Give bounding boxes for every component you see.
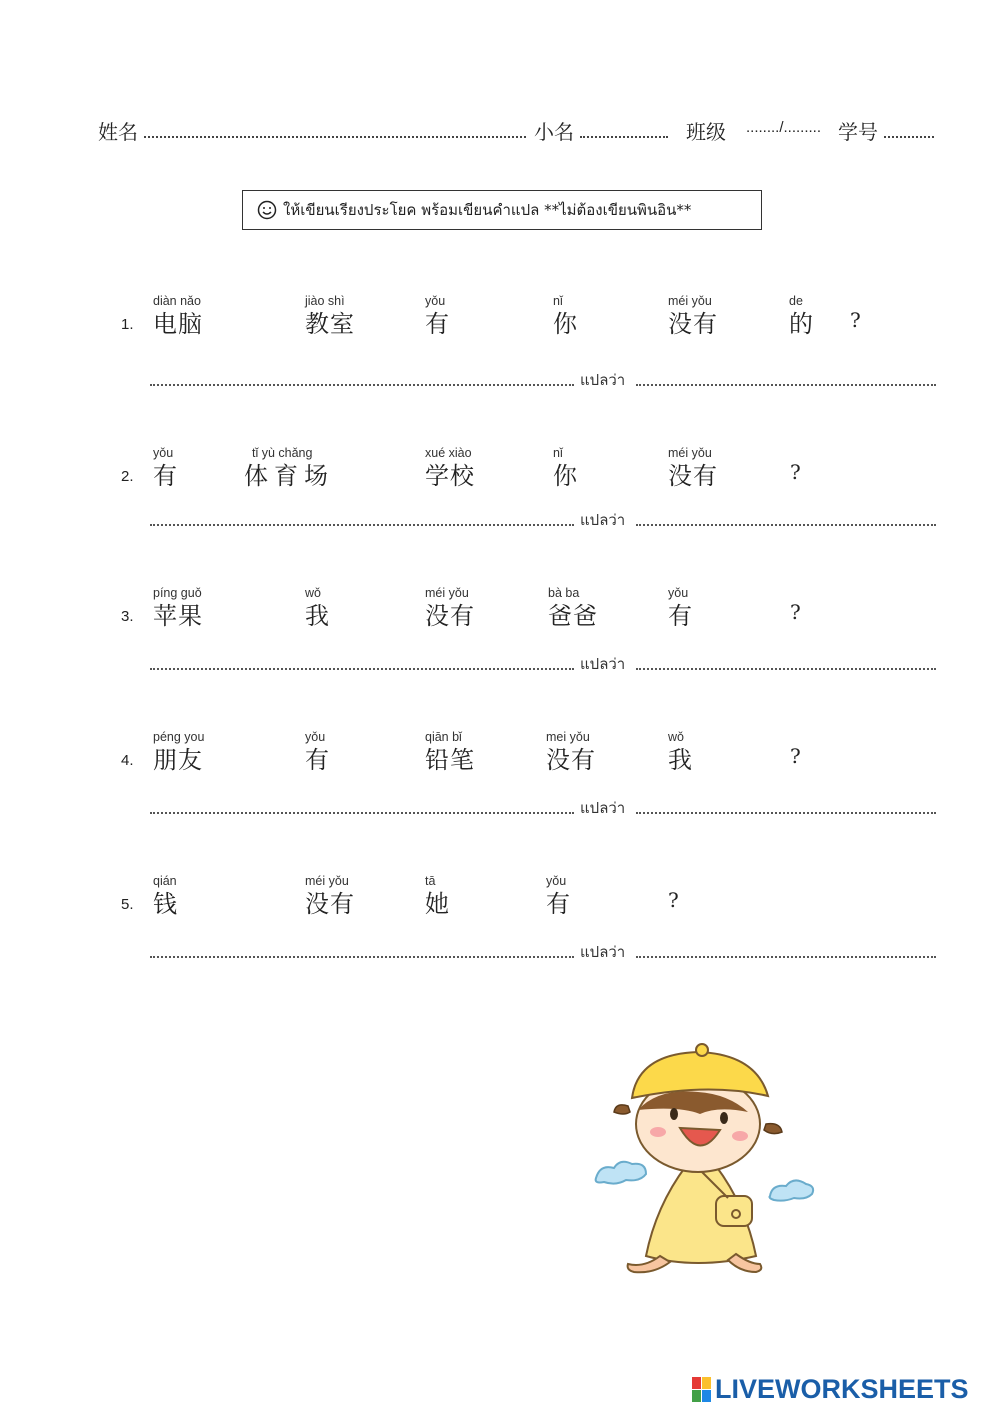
question-mark: ? [790,460,801,484]
student-info-header [98,116,938,146]
sentence-answer-field[interactable] [150,384,574,386]
question-2 [0,446,1000,556]
pinyin-text: jiào shì [305,294,345,308]
translation-answer-field[interactable] [636,812,936,814]
question-5 [0,874,1000,984]
pinyin-text: tā [425,874,436,888]
answer-row-5 [150,942,936,962]
hanzi-text: 我 [668,746,693,774]
hanzi-text: 苹果 [153,602,203,630]
pinyin-text: méi yǒu [668,446,712,460]
pinyin-text: diàn nǎo [153,294,201,308]
pinyin-text: tǐ yù chǎng [252,446,313,460]
hanzi-text: 钱 [153,890,178,918]
answer-row-2 [150,510,936,530]
class-label: 班级 [686,120,726,144]
answer-row-3 [150,654,936,674]
hanzi-text: 爸爸 [548,602,598,630]
pinyin-text: wǒ [668,730,684,744]
name-label: 姓名 [98,120,138,144]
answer-row-4 [150,798,936,818]
hanzi-text: 没有 [668,462,718,490]
smiley-icon [257,200,277,220]
hanzi-text: 有 [546,890,571,918]
pinyin-text: qiān bǐ [425,730,462,744]
pinyin-text: méi yǒu [305,874,349,888]
pinyin-text: yǒu [153,446,174,460]
question-3 [0,586,1000,696]
translation-answer-field[interactable] [636,956,936,958]
pinyin-text: bà ba [548,586,580,600]
liveworksheets-logo-icon [692,1377,711,1402]
translation-label: แปลว่า [580,799,626,817]
pinyin-text: xué xiào [425,446,472,460]
hanzi-text: 她 [425,890,450,918]
pinyin-text: yǒu [668,586,689,600]
question-number: 2. [121,468,134,485]
question-number: 1. [121,316,134,333]
nickname-field[interactable] [580,136,668,138]
number-field[interactable] [884,136,934,138]
question-number: 5. [121,896,134,913]
pinyin-text: nǐ [553,446,563,460]
girl-illustration [588,1036,818,1276]
hanzi-text: 电脑 [153,310,203,338]
hanzi-text: 没有 [425,602,475,630]
question-mark: ? [790,600,801,624]
cloud-icon [770,1180,814,1200]
hanzi-text: 体育场 [244,462,334,490]
sentence-answer-field[interactable] [150,812,574,814]
pinyin-text: píng guǒ [153,586,202,600]
class-field[interactable]: ......../......... [746,119,822,136]
hanzi-text: 有 [425,310,450,338]
hanzi-text: 没有 [546,746,596,774]
translation-label: แปลว่า [580,511,626,529]
question-mark: ? [850,308,861,332]
question-mark: ? [790,744,801,768]
translation-label: แปลว่า [580,943,626,961]
pinyin-text: qián [153,874,177,888]
hanzi-text: 朋友 [153,746,203,774]
number-label: 学号 [838,120,878,144]
translation-label: แปลว่า [580,371,626,389]
translation-answer-field[interactable] [636,524,936,526]
sentence-answer-field[interactable] [150,524,574,526]
brand-name: LIVEWORKSHEETS [715,1374,969,1404]
liveworksheets-brand [692,1374,969,1405]
question-mark: ? [668,888,679,912]
pinyin-text: wǒ [305,586,321,600]
hanzi-text: 没有 [305,890,355,918]
answer-row-1 [150,370,936,390]
pinyin-text: péng you [153,730,205,744]
translation-answer-field[interactable] [636,668,936,670]
hanzi-text: 你 [553,310,578,338]
pinyin-text: mei yǒu [546,730,590,744]
pinyin-text: yǒu [425,294,446,308]
name-field[interactable] [144,136,526,138]
sentence-answer-field[interactable] [150,668,574,670]
hanzi-text: 没有 [668,310,718,338]
hanzi-text: 教室 [305,310,355,338]
question-number: 3. [121,608,134,625]
sentence-answer-field[interactable] [150,956,574,958]
instruction-box [242,190,762,230]
pinyin-text: yǒu [305,730,326,744]
hanzi-text: 有 [153,462,178,490]
hanzi-text: 铅笔 [425,746,475,774]
hanzi-text: 有 [305,746,330,774]
translation-answer-field[interactable] [636,384,936,386]
pinyin-text: méi yǒu [668,294,712,308]
nickname-label: 小名 [534,120,574,144]
question-number: 4. [121,752,134,769]
cloud-icon [596,1162,646,1184]
translation-label: แปลว่า [580,655,626,673]
instruction-text: ให้เขียนเรียงประโยค พร้อมเขียนคำแปล **ไม่ต้องเขียนพินอิน** [283,201,692,219]
question-4 [0,730,1000,840]
pinyin-text: méi yǒu [425,586,469,600]
pinyin-text: nǐ [553,294,563,308]
pinyin-text: yǒu [546,874,567,888]
hanzi-text: 有 [668,602,693,630]
hanzi-text: 学校 [425,462,475,490]
hanzi-text: 你 [553,462,578,490]
hanzi-text: 我 [305,602,330,630]
hanzi-text: 的 [789,310,814,338]
pinyin-text: de [789,294,803,308]
